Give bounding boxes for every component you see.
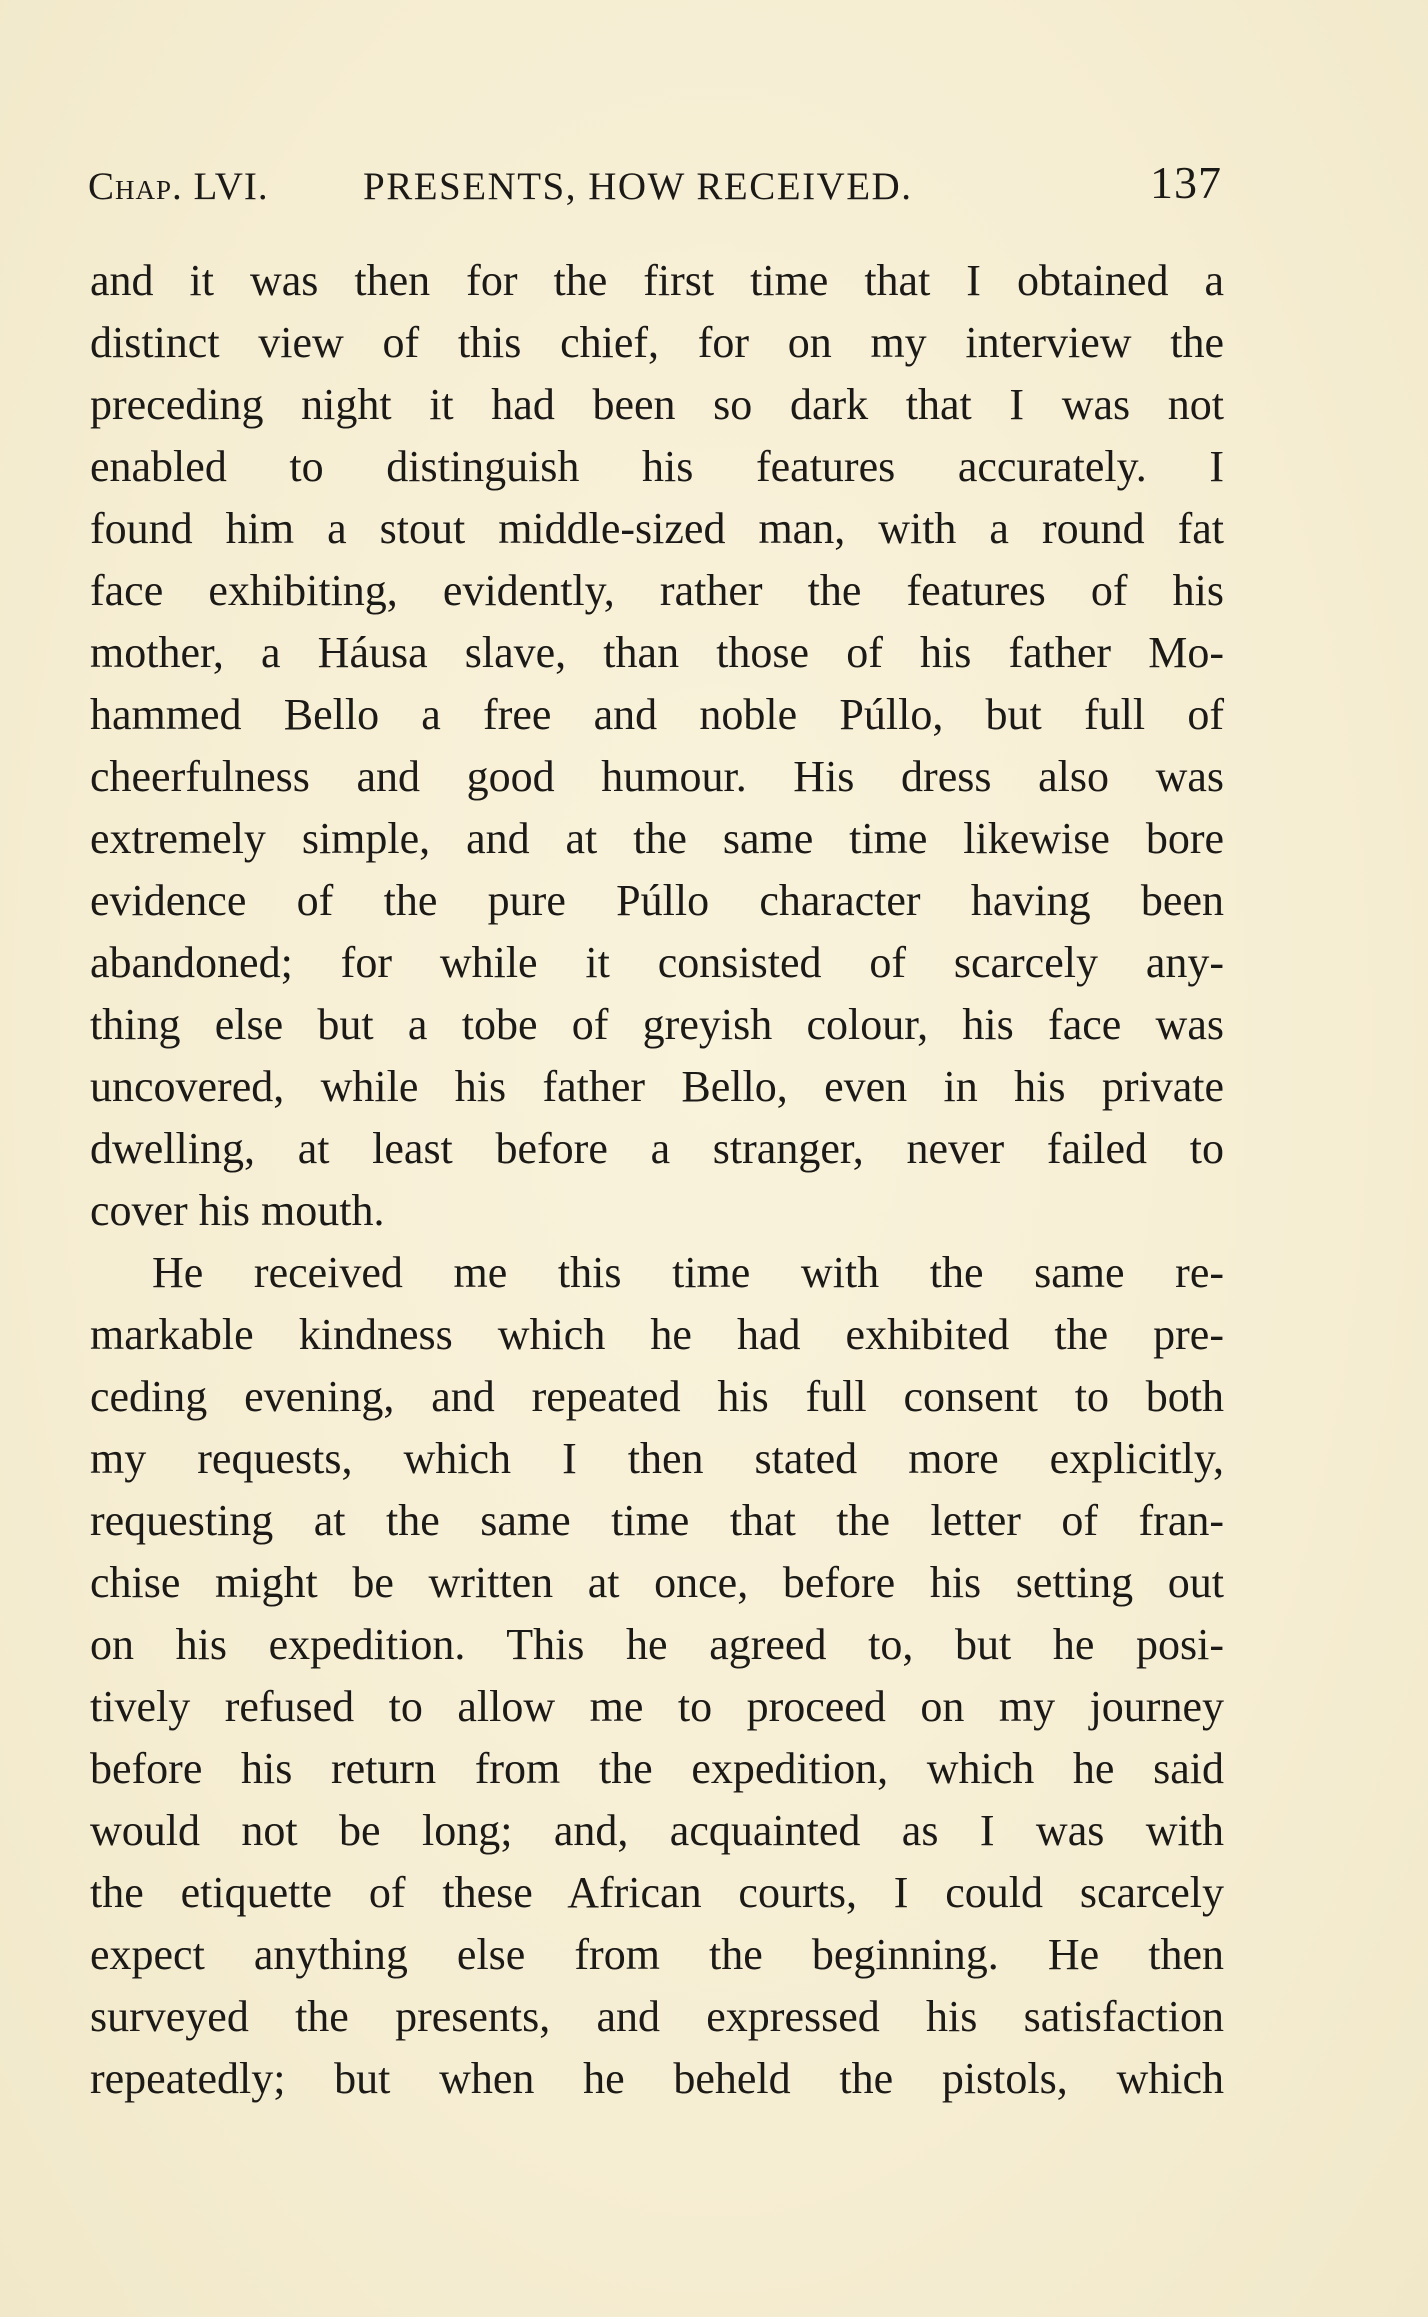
text-line: the etiquette of these African courts, I could scarcely xyxy=(90,1868,1224,1917)
text-line: evidence of the pure Púllo character having been xyxy=(90,876,1224,925)
text-line: would not be long; and, acquainted as I was with xyxy=(90,1806,1224,1855)
text-line: enabled to distinguish his features accurately. I xyxy=(90,442,1224,491)
text-line: cheerfulness and good humour. His dress also was xyxy=(90,752,1224,801)
chapter-label: Chap. LVI. xyxy=(88,165,269,208)
text-line: found him a stout middle-sized man, with a round fat xyxy=(90,504,1224,553)
running-title: PRESENTS, HOW RECEIVED. xyxy=(363,165,913,208)
running-head xyxy=(88,150,1222,220)
paragraph-2 xyxy=(90,1242,1224,2110)
text-line: ceding evening, and repeated his full consent to both xyxy=(90,1372,1224,1421)
body-text xyxy=(90,250,1224,2110)
text-line: expect anything else from the beginning. He then xyxy=(90,1930,1224,1979)
text-line: thing else but a tobe of greyish colour, his face was xyxy=(90,1000,1224,1049)
text-line: dwelling, at least before a stranger, never failed to xyxy=(90,1124,1224,1173)
text-line: He received me this time with the same re- xyxy=(152,1248,1224,1297)
text-line: preceding night it had been so dark that I was not xyxy=(90,380,1224,429)
text-line: on his expedition. This he agreed to, but he posi- xyxy=(90,1620,1224,1669)
text-line: repeatedly; but when he beheld the pistols, which xyxy=(90,2054,1224,2103)
text-line: extremely simple, and at the same time likewise bore xyxy=(90,814,1224,863)
text-line: surveyed the presents, and expressed his satisfaction xyxy=(90,1992,1224,2041)
text-line: uncovered, while his father Bello, even in his private xyxy=(90,1062,1224,1111)
text-line: my requests, which I then stated more explicitly, xyxy=(90,1434,1224,1483)
text-line: tively refused to allow me to proceed on my journey xyxy=(90,1682,1224,1731)
text-line: abandoned; for while it consisted of scarcely any- xyxy=(90,938,1224,987)
text-line: face exhibiting, evidently, rather the features of his xyxy=(90,566,1224,615)
paragraph-1 xyxy=(90,250,1224,1242)
page-number: 137 xyxy=(1150,157,1222,208)
text-line: distinct view of this chief, for on my interview the xyxy=(90,318,1224,367)
text-line: markable kindness which he had exhibited the pre- xyxy=(90,1310,1224,1359)
text-line: before his return from the expedition, which he said xyxy=(90,1744,1224,1793)
text-line: and it was then for the first time that I obtained a xyxy=(90,256,1224,305)
text-line: chise might be written at once, before his setting out xyxy=(90,1558,1224,1607)
text-line: hammed Bello a free and noble Púllo, but full of xyxy=(90,690,1224,739)
text-line: mother, a Háusa slave, than those of his father Mo- xyxy=(90,628,1224,677)
text-line: requesting at the same time that the letter of fran- xyxy=(90,1496,1224,1545)
text-line: cover his mouth. xyxy=(90,1186,385,1235)
